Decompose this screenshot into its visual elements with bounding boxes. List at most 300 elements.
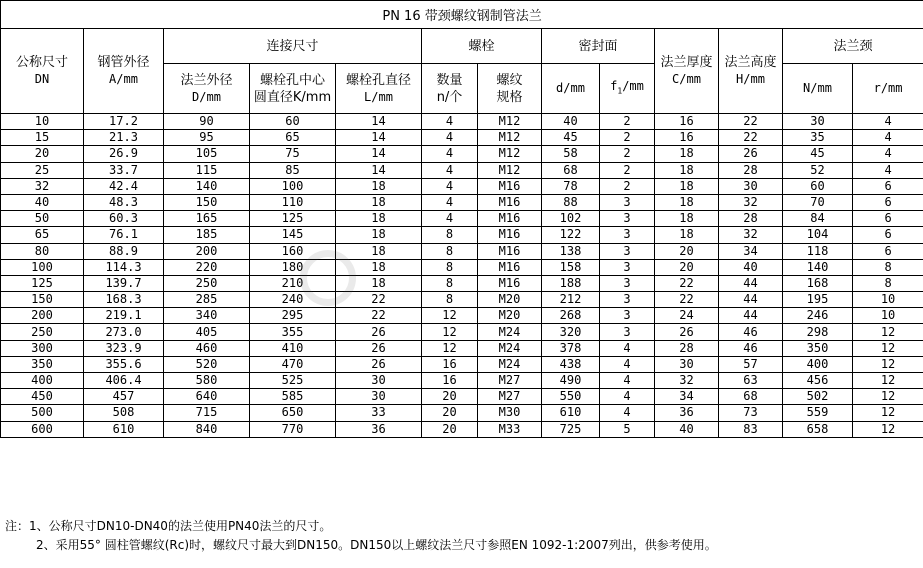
table-cell: 18 <box>336 227 422 243</box>
table-cell: 840 <box>164 421 250 437</box>
table-cell: 200 <box>164 243 250 259</box>
table-cell: 350 <box>783 340 853 356</box>
notes <box>5 517 717 555</box>
table-cell: M24 <box>478 356 542 372</box>
table-cell: 12 <box>853 340 923 356</box>
table-cell: 118 <box>783 243 853 259</box>
table-cell: M27 <box>478 389 542 405</box>
table-cell: 12 <box>853 389 923 405</box>
table-cell: M16 <box>478 227 542 243</box>
table-cell: 36 <box>655 405 719 421</box>
table-cell: 300 <box>1 340 84 356</box>
table-cell: 12 <box>853 373 923 389</box>
table-cell: 240 <box>250 292 336 308</box>
table-cell: 400 <box>783 356 853 372</box>
table-cell: 2 <box>600 114 655 130</box>
table-cell: 104 <box>783 227 853 243</box>
table-cell: 525 <box>250 373 336 389</box>
table-cell: 76.1 <box>84 227 164 243</box>
table-cell: 160 <box>250 243 336 259</box>
header-bolt-qty-line1: 数量 <box>436 72 463 88</box>
table-cell: 20 <box>655 243 719 259</box>
header-bolt-circle-line2: 圆直径K/mm <box>253 89 332 105</box>
table-cell: 3 <box>600 275 655 291</box>
table-cell: 46 <box>719 324 783 340</box>
table-cell: 502 <box>783 389 853 405</box>
table-cell: 10 <box>853 292 923 308</box>
table-cell: 4 <box>600 405 655 421</box>
table-cell: 95 <box>164 130 250 146</box>
table-cell: 125 <box>250 211 336 227</box>
table-cell: 12 <box>853 421 923 437</box>
table-cell: 102 <box>542 211 600 227</box>
table-cell: 725 <box>542 421 600 437</box>
table-row <box>1 114 923 130</box>
table-cell: M16 <box>478 259 542 275</box>
table-cell: 17.2 <box>84 114 164 130</box>
table-cell: 139.7 <box>84 275 164 291</box>
table-cell: 83 <box>719 421 783 437</box>
table-cell: 40 <box>542 114 600 130</box>
table-cell: 16 <box>422 356 478 372</box>
table-cell: 18 <box>655 146 719 162</box>
header-bolt-hole-line2: L/mm <box>364 89 393 104</box>
table-row <box>1 211 923 227</box>
table-cell: 115 <box>164 162 250 178</box>
table-cell: 30 <box>655 356 719 372</box>
table-cell: 28 <box>719 162 783 178</box>
table-cell: 770 <box>250 421 336 437</box>
table-cell: 18 <box>336 211 422 227</box>
table-cell: M20 <box>478 308 542 324</box>
table-cell: 250 <box>164 275 250 291</box>
table-cell: 12 <box>422 324 478 340</box>
table-cell: 285 <box>164 292 250 308</box>
table-cell: 140 <box>164 178 250 194</box>
table-row <box>1 130 923 146</box>
table-cell: 350 <box>1 356 84 372</box>
header-pipe-od-line1: 钢管外径 <box>97 55 150 70</box>
header-height-line1: 法兰高度 <box>724 55 777 70</box>
header-bolt-hole <box>336 64 422 114</box>
note-1: 注：1、公称尺寸DN10-DN40的法兰使用PN40法兰的尺寸。 <box>5 519 332 533</box>
table-cell: 40 <box>719 259 783 275</box>
table-cell: 320 <box>542 324 600 340</box>
table-cell: 30 <box>336 373 422 389</box>
table-cell: 28 <box>655 340 719 356</box>
table-cell: 48.3 <box>84 194 164 210</box>
table-cell: 610 <box>542 405 600 421</box>
table-cell: 28 <box>719 211 783 227</box>
table-cell: 12 <box>853 356 923 372</box>
table-title: PN 16 带颈螺纹钢制管法兰 <box>1 1 923 29</box>
table-cell: 22 <box>719 114 783 130</box>
table-cell: 508 <box>84 405 164 421</box>
header-seal-f1-sub: 1 <box>617 86 623 96</box>
table-cell: 110 <box>250 194 336 210</box>
table-cell: 200 <box>1 308 84 324</box>
header-bolt-qty <box>422 64 478 114</box>
header-seal-f1-pre: f <box>610 78 618 93</box>
table-cell: M12 <box>478 130 542 146</box>
table-cell: 220 <box>164 259 250 275</box>
header-dn-line2: DN <box>34 72 50 86</box>
table-cell: 400 <box>1 373 84 389</box>
header-height <box>719 29 783 114</box>
table-cell: 18 <box>336 243 422 259</box>
table-cell: M16 <box>478 211 542 227</box>
table-cell: 12 <box>853 324 923 340</box>
table-cell: 210 <box>250 275 336 291</box>
table-cell: 10 <box>1 114 84 130</box>
table-cell: M30 <box>478 405 542 421</box>
header-thickness <box>655 29 719 114</box>
header-neck-r <box>853 64 923 114</box>
table-cell: 18 <box>655 211 719 227</box>
table-cell: 4 <box>422 114 478 130</box>
table-cell: 168 <box>783 275 853 291</box>
table-cell: 4 <box>422 130 478 146</box>
table-cell: 105 <box>164 146 250 162</box>
table-cell: 355 <box>250 324 336 340</box>
table-cell: 18 <box>655 227 719 243</box>
table-cell: 60 <box>783 178 853 194</box>
table-cell: 165 <box>164 211 250 227</box>
table-cell: 18 <box>336 259 422 275</box>
table-cell: 60 <box>250 114 336 130</box>
table-cell: 140 <box>783 259 853 275</box>
table-cell: M12 <box>478 146 542 162</box>
table-row <box>1 389 923 405</box>
table-cell: 340 <box>164 308 250 324</box>
table-cell: 16 <box>655 130 719 146</box>
table-cell: 470 <box>250 356 336 372</box>
table-cell: 75 <box>250 146 336 162</box>
table-cell: 50 <box>1 211 84 227</box>
table-cell: 30 <box>336 389 422 405</box>
table-cell: 20 <box>1 146 84 162</box>
table-cell: 4 <box>600 340 655 356</box>
table-cell: 8 <box>422 275 478 291</box>
table-cell: 150 <box>164 194 250 210</box>
table-cell: 45 <box>783 146 853 162</box>
table-cell: 580 <box>164 373 250 389</box>
table-cell: 490 <box>542 373 600 389</box>
table-cell: M16 <box>478 243 542 259</box>
table-row <box>1 178 923 194</box>
table-cell: 4 <box>422 211 478 227</box>
table-cell: 650 <box>250 405 336 421</box>
table-row <box>1 194 923 210</box>
table-cell: 40 <box>1 194 84 210</box>
table-body <box>1 114 923 438</box>
table-cell: 2 <box>600 130 655 146</box>
table-cell: M16 <box>478 194 542 210</box>
table-cell: 26 <box>719 146 783 162</box>
table-cell: 78 <box>542 178 600 194</box>
table-cell: 14 <box>336 130 422 146</box>
table-cell: 410 <box>250 340 336 356</box>
table-cell: 268 <box>542 308 600 324</box>
table-cell: 18 <box>655 194 719 210</box>
table-cell: 559 <box>783 405 853 421</box>
table-cell: 60.3 <box>84 211 164 227</box>
table-cell: M33 <box>478 421 542 437</box>
table-cell: 52 <box>783 162 853 178</box>
table-cell: 456 <box>783 373 853 389</box>
table-cell: 2 <box>600 178 655 194</box>
header-seal-d-label: d/mm <box>556 81 585 95</box>
table-row <box>1 405 923 421</box>
header-bolt-circle-line1: 螺栓孔中心 <box>259 72 325 88</box>
table-cell: 40 <box>655 421 719 437</box>
table-cell: 12 <box>422 308 478 324</box>
table-row <box>1 259 923 275</box>
table-cell: M24 <box>478 324 542 340</box>
table-cell: 4 <box>600 373 655 389</box>
table-cell: 273.0 <box>84 324 164 340</box>
table-cell: 5 <box>600 421 655 437</box>
header-connection: 连接尺寸 <box>164 29 422 64</box>
table-cell: M16 <box>478 178 542 194</box>
table-cell: 378 <box>542 340 600 356</box>
table-cell: 3 <box>600 194 655 210</box>
table-cell: 4 <box>853 114 923 130</box>
table-cell: 4 <box>853 162 923 178</box>
table-cell: 18 <box>336 275 422 291</box>
table-cell: 323.9 <box>84 340 164 356</box>
table-cell: 26 <box>655 324 719 340</box>
table-cell: 2 <box>600 162 655 178</box>
header-thickness-line2: C/mm <box>672 72 701 86</box>
table-cell: 26 <box>336 340 422 356</box>
table-cell: 8 <box>422 227 478 243</box>
table-cell: 212 <box>542 292 600 308</box>
table-cell: 4 <box>853 130 923 146</box>
table-cell: 63 <box>719 373 783 389</box>
table-cell: 22 <box>655 292 719 308</box>
table-cell: 32 <box>1 178 84 194</box>
header-seal: 密封面 <box>542 29 655 64</box>
table-cell: 150 <box>1 292 84 308</box>
table-cell: 14 <box>336 162 422 178</box>
header-bolt-hole-line1: 螺栓孔直径 <box>345 72 411 88</box>
header-flange-od-line2: D/mm <box>192 89 221 104</box>
table-cell: 6 <box>853 243 923 259</box>
header-dn-line1: 公称尺寸 <box>15 55 68 70</box>
table-cell: 68 <box>719 389 783 405</box>
header-pipe-od-line2: A/mm <box>109 72 138 86</box>
table-row <box>1 227 923 243</box>
table-cell: 26 <box>336 324 422 340</box>
header-bolt: 螺栓 <box>422 29 542 64</box>
header-neck-n-label: N/mm <box>803 81 832 95</box>
table-cell: 114.3 <box>84 259 164 275</box>
table-cell: 180 <box>250 259 336 275</box>
table-cell: 15 <box>1 130 84 146</box>
table-cell: 36 <box>336 421 422 437</box>
header-height-line2: H/mm <box>736 72 765 86</box>
table-cell: 3 <box>600 308 655 324</box>
table-cell: 450 <box>1 389 84 405</box>
table-cell: 188 <box>542 275 600 291</box>
table-cell: 138 <box>542 243 600 259</box>
table-row <box>1 421 923 437</box>
table-cell: 4 <box>600 356 655 372</box>
table-cell: 6 <box>853 178 923 194</box>
table-cell: 84 <box>783 211 853 227</box>
note-2: 2、采用55° 圆柱管螺纹(Rc)时，螺纹尺寸最大到DN150。DN150以上螺纹法兰尺寸参照EN 1092-1:2007列出，供参考使用。 <box>36 538 717 552</box>
table-cell: 18 <box>336 178 422 194</box>
table-cell: 68 <box>542 162 600 178</box>
table-cell: 640 <box>164 389 250 405</box>
table-cell: 65 <box>250 130 336 146</box>
table-cell: M20 <box>478 292 542 308</box>
table-cell: 35 <box>783 130 853 146</box>
table-cell: 22 <box>655 275 719 291</box>
table-cell: 460 <box>164 340 250 356</box>
table-cell: 21.3 <box>84 130 164 146</box>
table-cell: 406.4 <box>84 373 164 389</box>
header-flange-od-line1: 法兰外径 <box>180 72 233 88</box>
table-cell: 145 <box>250 227 336 243</box>
table-cell: 33 <box>336 405 422 421</box>
header-bolt-spec <box>478 64 542 114</box>
table-cell: 168.3 <box>84 292 164 308</box>
table-cell: 158 <box>542 259 600 275</box>
header-neck-n <box>783 64 853 114</box>
table-cell: 20 <box>422 421 478 437</box>
table-cell: 70 <box>783 194 853 210</box>
table-cell: M12 <box>478 114 542 130</box>
table-cell: 438 <box>542 356 600 372</box>
table-cell: 219.1 <box>84 308 164 324</box>
table-cell: 6 <box>853 194 923 210</box>
table-cell: 195 <box>783 292 853 308</box>
table-cell: 4 <box>853 146 923 162</box>
table-cell: 250 <box>1 324 84 340</box>
table-cell: 4 <box>422 162 478 178</box>
table-cell: 65 <box>1 227 84 243</box>
table-row <box>1 162 923 178</box>
header-dn <box>1 29 84 114</box>
table-cell: 8 <box>422 243 478 259</box>
table-cell: 658 <box>783 421 853 437</box>
table-cell: 44 <box>719 308 783 324</box>
table-cell: 3 <box>600 292 655 308</box>
table-cell: 34 <box>719 243 783 259</box>
table-cell: 22 <box>336 308 422 324</box>
table-cell: 14 <box>336 146 422 162</box>
table-cell: 90 <box>164 114 250 130</box>
header-neck-r-label: r/mm <box>873 81 903 95</box>
table-cell: M24 <box>478 340 542 356</box>
header-thickness-line1: 法兰厚度 <box>660 55 713 70</box>
table-cell: 46 <box>719 340 783 356</box>
table-cell: 22 <box>719 130 783 146</box>
table-cell: 18 <box>336 194 422 210</box>
table-cell: 16 <box>422 373 478 389</box>
table-cell: 3 <box>600 259 655 275</box>
table-cell: 57 <box>719 356 783 372</box>
table-cell: 3 <box>600 243 655 259</box>
table-cell: 18 <box>655 178 719 194</box>
table-cell: 26.9 <box>84 146 164 162</box>
header-seal-f1 <box>600 64 655 114</box>
table-cell: 32 <box>719 227 783 243</box>
table-cell: 16 <box>655 114 719 130</box>
table-cell: 32 <box>719 194 783 210</box>
table-row <box>1 373 923 389</box>
table-cell: 185 <box>164 227 250 243</box>
table-cell: 100 <box>250 178 336 194</box>
table-row <box>1 340 923 356</box>
table-cell: 20 <box>655 259 719 275</box>
table-cell: 355.6 <box>84 356 164 372</box>
table-cell: 80 <box>1 243 84 259</box>
table-cell: 520 <box>164 356 250 372</box>
table-cell: 8 <box>853 275 923 291</box>
table-cell: 24 <box>655 308 719 324</box>
table-cell: 58 <box>542 146 600 162</box>
table-cell: 34 <box>655 389 719 405</box>
table-cell: 45 <box>542 130 600 146</box>
table-cell: 22 <box>336 292 422 308</box>
table-cell: 122 <box>542 227 600 243</box>
table-cell: 550 <box>542 389 600 405</box>
header-bolt-qty-line2: n/个 <box>436 89 463 105</box>
table-cell: 3 <box>600 324 655 340</box>
table-cell: 12 <box>853 405 923 421</box>
table-row <box>1 324 923 340</box>
table-row <box>1 356 923 372</box>
table-row <box>1 292 923 308</box>
table-cell: 25 <box>1 162 84 178</box>
table-cell: 32 <box>655 373 719 389</box>
header-neck: 法兰颈 <box>783 29 923 64</box>
header-bolt-circle <box>250 64 336 114</box>
table-cell: 14 <box>336 114 422 130</box>
table-cell: M16 <box>478 275 542 291</box>
table-cell: M12 <box>478 162 542 178</box>
table-cell: 4 <box>422 178 478 194</box>
table-row <box>1 308 923 324</box>
table-cell: 8 <box>422 259 478 275</box>
header-seal-d <box>542 64 600 114</box>
table-row <box>1 275 923 291</box>
table-cell: 85 <box>250 162 336 178</box>
table-cell: 610 <box>84 421 164 437</box>
header-flange-od <box>164 64 250 114</box>
table-cell: 500 <box>1 405 84 421</box>
table-cell: 42.4 <box>84 178 164 194</box>
table-cell: 30 <box>719 178 783 194</box>
table-cell: 715 <box>164 405 250 421</box>
table-cell: 44 <box>719 275 783 291</box>
table-cell: 4 <box>422 194 478 210</box>
header-seal-f1-post: /mm <box>622 78 644 93</box>
table-cell: 295 <box>250 308 336 324</box>
table-cell: 44 <box>719 292 783 308</box>
table-cell: 20 <box>422 389 478 405</box>
table-cell: 405 <box>164 324 250 340</box>
table-cell: 10 <box>853 308 923 324</box>
table-cell: 12 <box>422 340 478 356</box>
table-cell: 2 <box>600 146 655 162</box>
header-bolt-spec-line1: 螺纹 <box>496 72 523 88</box>
table-cell: 88 <box>542 194 600 210</box>
table-cell: 88.9 <box>84 243 164 259</box>
